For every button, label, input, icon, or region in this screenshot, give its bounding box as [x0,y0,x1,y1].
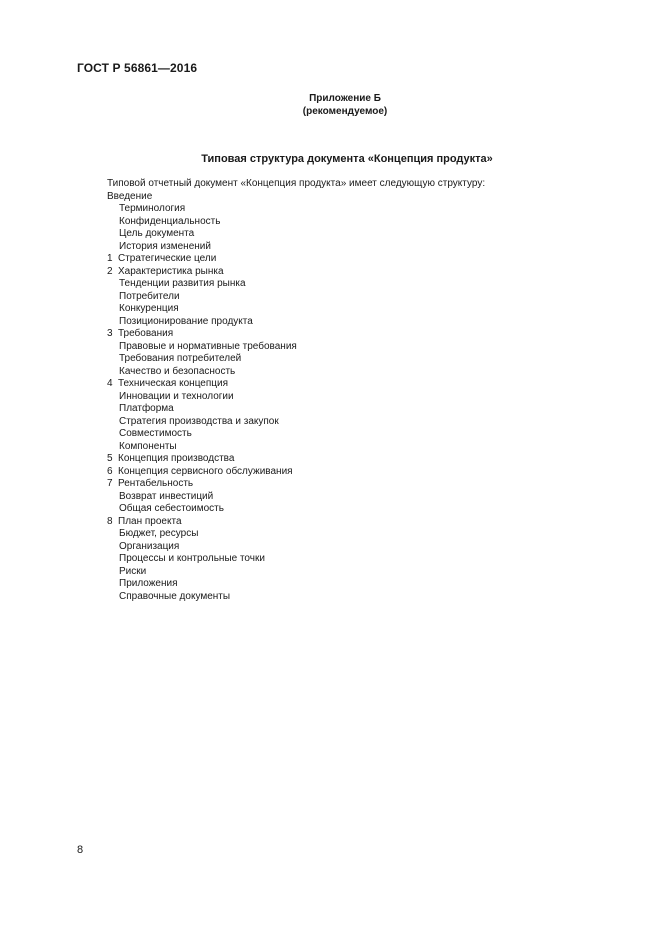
subsection-item [107,428,297,441]
section-item [107,516,297,529]
page-number: 8 [77,844,84,856]
item-label: Стратегия производства и закупок [119,415,279,427]
item-label: Бюджет, ресурсы [119,528,199,539]
subsection-item [107,503,297,516]
item-label: Требования потребителей [119,353,242,364]
subsection-item [107,353,297,366]
subsection-item [107,341,297,354]
section-number: 7 [107,478,113,489]
item-label: Конфиденциальность [119,215,221,227]
item-label: Требования [118,328,174,339]
subsection-item [107,553,297,566]
item-label: Правовые и нормативные требования [119,340,297,352]
section-number: 4 [107,378,113,389]
subsection-item [107,303,297,316]
item-label: Терминология [119,203,186,214]
appendix-heading [0,92,661,118]
subsection-item [107,278,297,291]
intro-item [107,191,297,204]
item-label: Инновации и технологии [119,390,234,402]
item-label: Потребители [119,290,180,302]
appendix-status: (рекомендуемое) [302,106,388,117]
item-label: Рентабельность [118,478,194,489]
subsection-item [107,403,297,416]
item-label: Качество и безопасность [119,365,236,377]
item-label: План проекта [118,515,182,527]
appendix-label: Приложение Б [309,93,381,104]
subsection-item [107,566,297,579]
document-title: Типовая структура документа «Концепция продукта» [201,153,493,165]
subsection-item [107,216,297,229]
section-item [107,478,297,491]
item-label: Характеристика рынка [118,265,224,277]
item-label: Концепция сервисного обслуживания [118,465,293,477]
item-label: Цель документа [119,228,195,239]
subsection-item [107,291,297,304]
item-label: История изменений [119,240,211,252]
item-label: Позиционирование продукта [119,315,253,327]
section-item [107,466,297,479]
subsection-item [107,316,297,329]
section-number: 5 [107,453,113,464]
section-number: 2 [107,265,113,277]
item-label: Концепция производства [118,453,235,464]
structure-list [107,191,297,604]
subsection-item [107,591,297,604]
item-label: Справочные документы [119,590,231,602]
subsection-item [107,416,297,429]
section-item [107,328,297,341]
section-number: 3 [107,328,113,339]
subsection-item [107,241,297,254]
item-label: Конкуренция [119,303,179,314]
section-item [107,378,297,391]
subsection-item [107,228,297,241]
subsection-item [107,441,297,454]
section-item [107,253,297,266]
item-label: Возврат инвестиций [119,490,214,502]
item-label: Тенденции развития рынка [119,278,246,289]
intro-paragraph: Типовой отчетный документ «Концепция продукта» имеет следующую структуру: [107,178,486,189]
subsection-item [107,528,297,541]
item-label: Приложения [119,578,178,589]
item-label: Компоненты [119,440,177,452]
item-label: Введение [107,190,153,202]
subsection-item [107,391,297,404]
subsection-item [107,491,297,504]
section-item [107,453,297,466]
item-label: Совместимость [119,428,192,439]
section-number: 6 [107,465,113,477]
item-label: Стратегические цели [118,253,217,264]
item-label: Организация [119,540,180,552]
item-label: Риски [119,565,147,577]
subsection-item [107,541,297,554]
section-item [107,266,297,279]
subsection-item [107,203,297,216]
section-number: 1 [107,253,113,264]
standard-code: ГОСТ Р 56861—2016 [77,61,198,75]
item-label: Техническая концепция [118,378,229,389]
section-number: 8 [107,515,113,527]
item-label: Процессы и контрольные точки [119,553,265,564]
item-label: Общая себестоимость [119,503,224,514]
subsection-item [107,366,297,379]
subsection-item [107,578,297,591]
item-label: Платформа [119,403,174,414]
